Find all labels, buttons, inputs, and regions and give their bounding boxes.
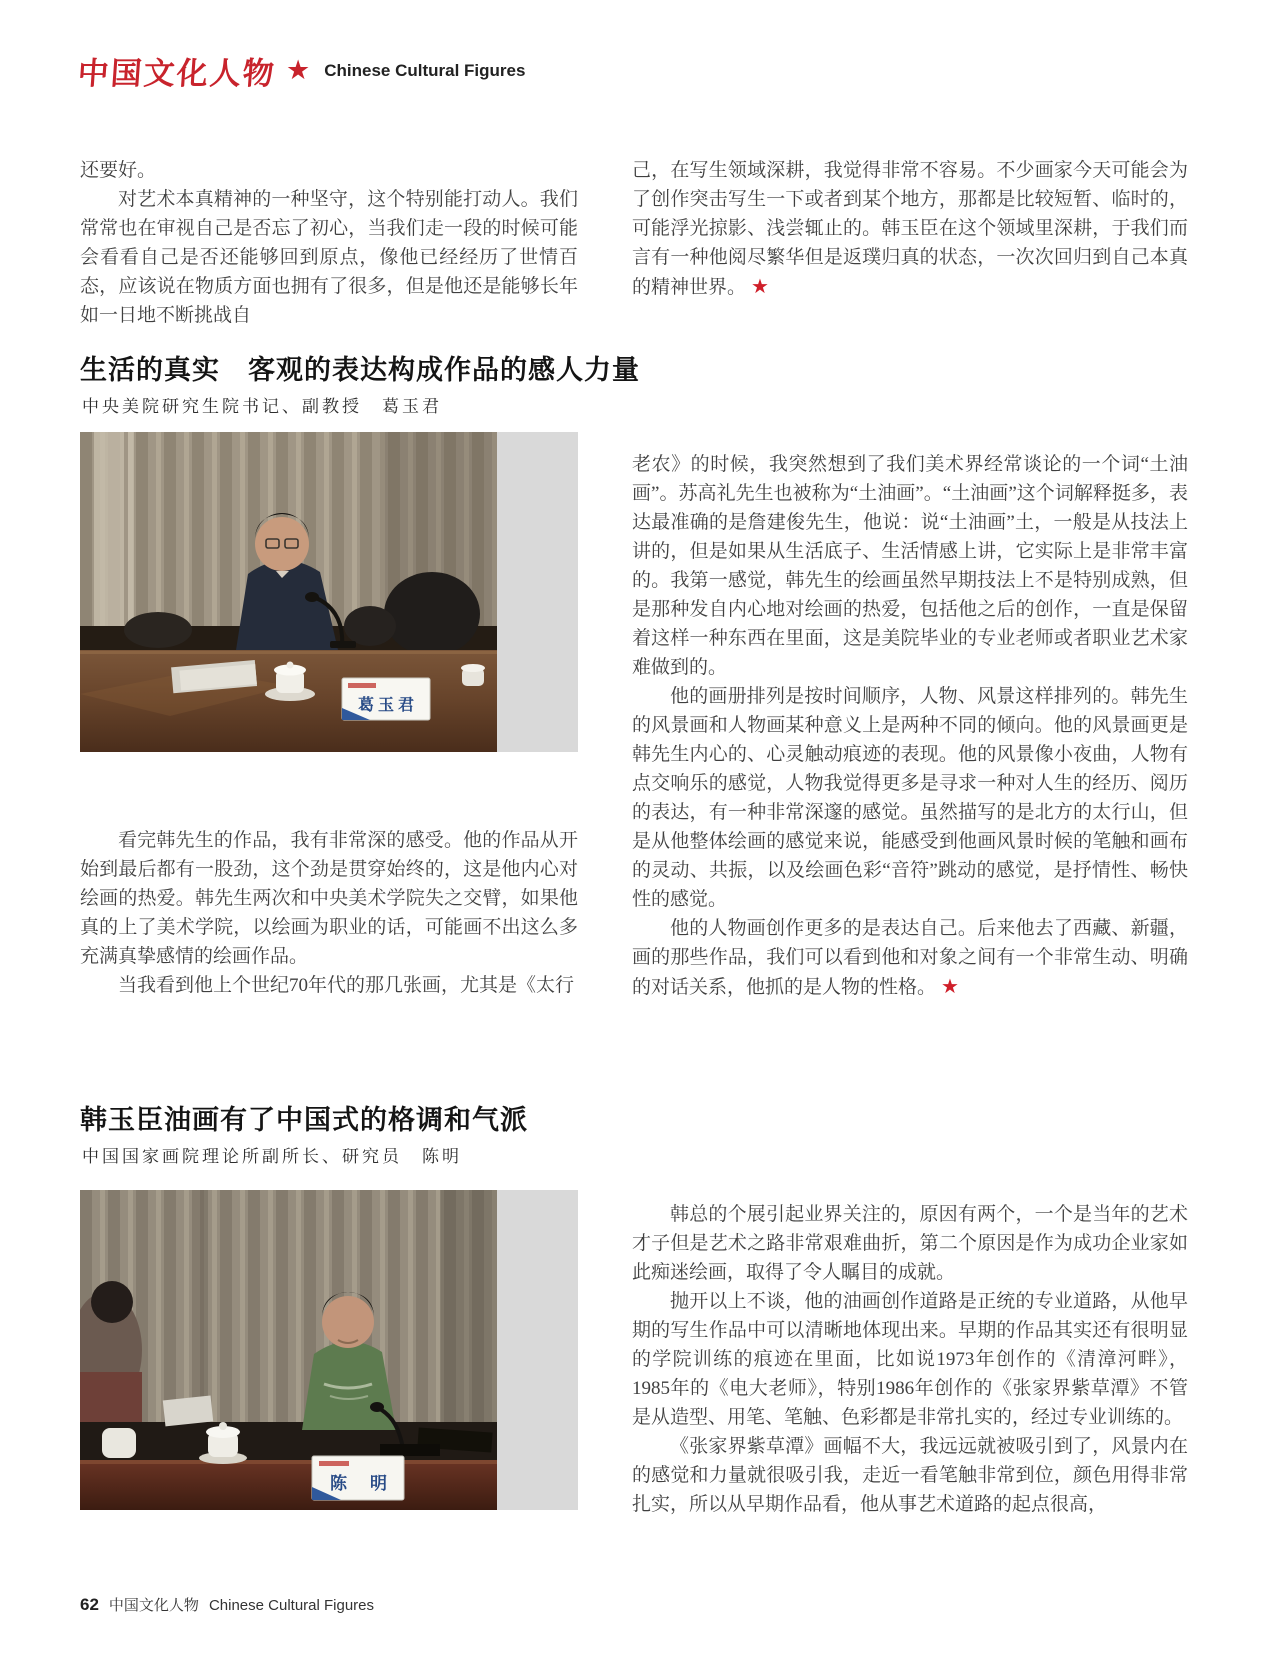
paragraph: 《张家界紫草潭》画幅不大，我远远就被吸引到了，风景内在的感觉和力量就很吸引我，走近一看笔触非常到位，颜色用得非常扎实，所以从早期作品看，他从事艺术道路的起点很高，	[632, 1436, 1188, 1515]
section2-title: 韩玉臣油画有了中国式的格调和气派	[80, 1105, 528, 1135]
footer-journal-en: Chinese Cultural Figures	[208, 1597, 375, 1614]
paragraph: 对艺术本真精神的一种坚守，这个特别能打动人。我们常常也在审视自己是否忘了初心，当我们走一段的时候可能会看看自己是否还能够回到原点，像他已经经历了世情百态，应该说在物质方面也拥有了很多，但是他还是能够长年如一日地不断挑战自	[80, 189, 578, 326]
card-logo-mark	[319, 1461, 349, 1466]
photo-ge-yujun-speaking	[80, 432, 497, 752]
magazine-logo: 中国文化人物	[76, 56, 278, 92]
cup-right	[461, 664, 485, 686]
paragraph: 他的人物画创作更多的是表达自己。后来他去了西藏、新疆，画的那些作品，我们可以看到他和对象之间有一个非常生动、明确的对话关系，他抓的是人物的性格。 ★	[632, 918, 1188, 998]
section1-right-column	[632, 450, 1188, 1002]
section1-photo-row	[80, 432, 578, 752]
table-edge-highlight	[80, 651, 497, 654]
photo-gray-strip	[497, 1190, 578, 1510]
name-card	[342, 678, 430, 720]
card-logo-mark	[348, 683, 376, 688]
table-front-panel	[80, 1460, 497, 1510]
red-star-icon: ★	[941, 974, 959, 998]
paragraph: 还要好。	[80, 160, 157, 181]
intro-right-column	[632, 156, 1188, 302]
paragraph: 当我看到他上个世纪70年代的那几张画，尤其是《太行	[118, 975, 575, 996]
photo-gray-strip	[497, 432, 578, 752]
teapot-left	[102, 1428, 136, 1458]
magazine-logo-english: Chinese Cultural Figures	[324, 60, 526, 80]
section1-byline: 中央美院研究生院书记、副教授 葛玉君	[82, 397, 442, 416]
section1-left-column	[80, 826, 578, 1000]
paragraph: 己，在写生领域深耕，我觉得非常不容易。不少画家今天可能会为了创作突击写生一下或者到某个地方，那都是比较短暂、临时的，可能浮光掠影、浅尝辄止的。韩玉臣在这个领域里深耕，于我们而言有一种他阅尽繁华但是返璞归真的状态，一次次回归到自己本真的精神世界。 ★	[632, 160, 1188, 298]
section1-title: 生活的真实 客观的表达构成作品的感人力量	[80, 355, 640, 385]
name-card	[312, 1456, 404, 1500]
paragraph: 看完韩先生的作品，我有非常深的感受。他的作品从开始到最后都有一股劲，这个劲是贯穿始终的，这是他内心对绘画的热爱。韩先生两次和中央美术学院失之交臂，如果他真的上了美术学院，以绘画为职业的话，可能画不出这么多充满真挚感情的绘画作品。	[80, 830, 578, 967]
photo-chen-ming-speaking	[80, 1190, 497, 1510]
red-star-icon: ★	[751, 274, 769, 298]
footer-journal-zh: 中国文化人物	[108, 1597, 199, 1614]
page-footer	[80, 1594, 374, 1615]
section2-right-column	[632, 1200, 1188, 1519]
papers	[163, 1395, 213, 1426]
blurred-person-left	[80, 1281, 142, 1428]
intro-left-column	[80, 156, 578, 330]
star-icon: ★	[286, 55, 311, 86]
section2-byline: 中国国家画院理论所副所长、研究员 陈明	[82, 1147, 462, 1166]
masthead	[78, 48, 525, 93]
curtain-background	[80, 1190, 497, 1430]
section2-photo-row	[80, 1190, 578, 1510]
paragraph: 韩总的个展引起业界关注的，原因有两个，一个是当年的艺术才子但是艺术之路非常艰难曲折，第二个原因是作为成功企业家如此痴迷绘画，取得了令人瞩目的成就。	[632, 1204, 1188, 1283]
name-card-text: 葛玉君	[357, 697, 419, 714]
page-number: 62	[80, 1595, 99, 1614]
paragraph: 抛开以上不谈，他的油画创作道路是正统的专业道路，从他早期的写生作品中可以清晰地体现出来。早期的作品其实还有很明显的学院训练的痕迹在里面，比如说1973年创作的《清漳河畔》，1985年的《电大老师》，特别1986年创作的《张家界紫草潭》不管是从造型、用笔、笔触、色彩都是非常扎实的，经过专业训练的。	[632, 1291, 1188, 1428]
name-card-text: 陈 明	[330, 1474, 390, 1493]
paragraph: 他的画册排列是按时间顺序，人物、风景这样排列的。韩先生的风景画和人物画某种意义上是两种不同的倾向。他的风景画更是韩先生内心的、心灵触动痕迹的表现。他的风景像小夜曲，人物有点交响乐的感觉，人物我觉得更多是寻求一种对人生的经历、阅历的表达，有一种非常深邃的感觉。虽然描写的是北方的太行山，但是从他整体绘画的感觉来说，能感受到他画风景时候的笔触和画布的灵动、共振，以及绘画色彩“音符”跳动的感觉，是抒情性、畅快性的感觉。	[632, 686, 1188, 910]
panel-edge-highlight	[80, 1460, 497, 1464]
paragraph: 老农》的时候，我突然想到了我们美术界经常谈论的一个词“土油画”。苏高礼先生也被称为“土油画”。“土油画”这个词解释挺多，表达最准确的是詹建俊先生，他说：说“土油画”土，一般是从技法上讲的，但是如果从生活底子、生活情感上讲，它实际上是非常丰富的。我第一感觉，韩先生的绘画虽然早期技法上不是特别成熟，但是那种发自内心地对绘画的热爱，包括他之后的创作，一直是保留着这样一种东西在里面，这是美院毕业的专业老师或者职业艺术家难做到的。	[632, 454, 1188, 678]
